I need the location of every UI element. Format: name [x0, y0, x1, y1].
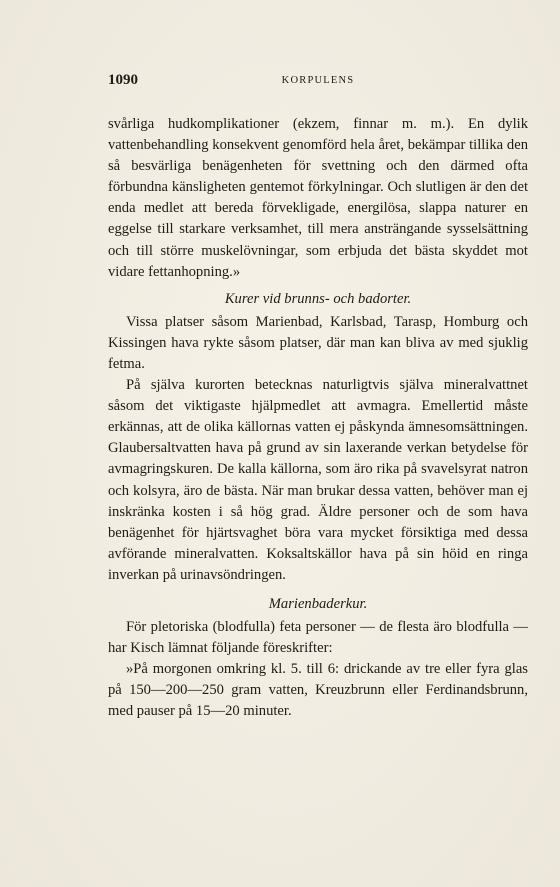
section-heading-marienbad: Marienbaderkur.: [268, 595, 368, 612]
paragraph-morning-regimen: »På morgonen omkring kl. 5. till 6: drickande av tre eller fyra glas på 150—200—250 gram vatten, Kreuzbrunn eller Ferdinandsbrunn, med pauser på 15—20 minuter.: [108, 661, 528, 720]
paragraph-continuation: svårliga hudkomplikationer (ekzem, finnar m. m.). En dylik vattenbehandling konsekvent genomförd hela året, bekämpar tillika den så besvärliga benägenheten för svettning och den därmed ofta förbundna känsligheten gentemot förkylningar. Och slutligen är den det enda medlet att bereda förvekligade, energilösa, slappa naturer en eggelse till starkare verksamhet, till mera ansträngande sysselsättning och till större muskelövningar, som erbjuda det bästa skyddet mot vidare fettanhopning.»: [108, 116, 528, 280]
section-heading-spa-cures: Kurer vid brunns- och badorter.: [224, 290, 412, 307]
page-number: 1090: [108, 72, 138, 88]
paragraph-mineral-water: På själva kurorten betecknas naturligtvis själva mineralvattnet såsom det viktigaste hjälpmedlet att avmagra. Emellertid måste erkännas, att de olika källornas vatten ej påskynda ämnesomsättningen. Glaubersaltvatten hava på grund av sin laxerande verkan betydelse för avmagringskuren. De kalla källorna, som äro rika på svavelsyrat natron och kolsyra, äro de bästa. När man brukar dessa vatten, behöver man ej inskränka kosten i så hög grad. Äldre personer och de som hava benägenhet för hjärtsvaghet böra vara mycket försiktiga med dessa avförande mineralvatten. Koksaltskällor hava på sin höid en ringa inverkan på urinavsöndringen.: [108, 377, 528, 583]
running-header: [108, 72, 528, 92]
running-title: KORPULENS: [281, 75, 355, 86]
paragraph-spa-places: Vissa platser såsom Marienbad, Karlsbad, Tarasp, Homburg och Kissingen hava rykte såsom platser, där man kan bliva av med sjuklig fetma.: [108, 313, 528, 372]
page-body: [108, 114, 528, 722]
paragraph-plethoric: För pletoriska (blodfulla) feta personer — de flesta äro blodfulla — har Kisch lämnat följande föreskrifter:: [108, 618, 528, 657]
